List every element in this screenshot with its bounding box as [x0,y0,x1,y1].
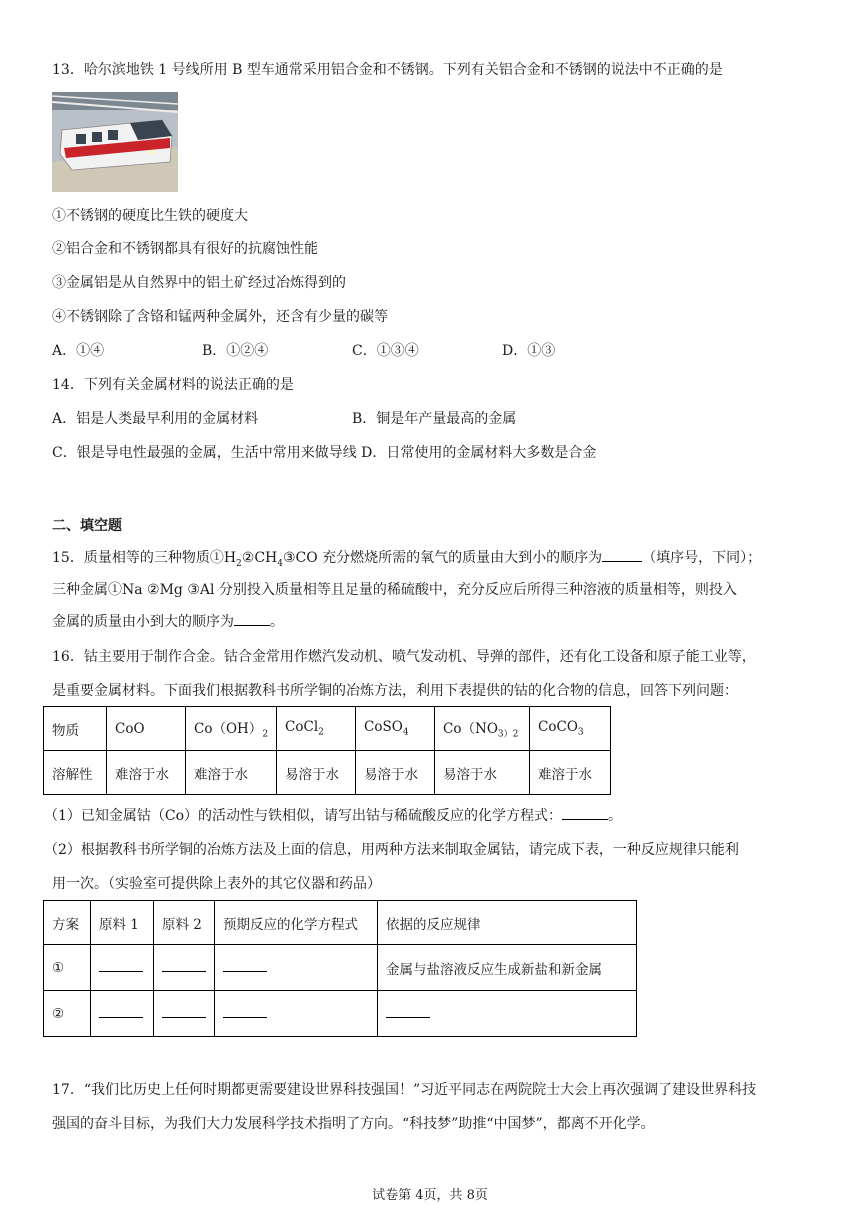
compound-coo: CoO [107,707,186,751]
plan-2-material-1[interactable] [91,991,154,1037]
compound-co-oh-2: $Co(OH)_2$ [186,707,277,751]
q14-option-b[interactable]: B．铜是年产量最高的金属 [352,411,517,427]
compound-coco3: CoCO$_3$ [530,707,611,751]
compound-cocl2: CoCl$_2$ [277,707,356,751]
section-title-fill-in: 二、填空题 [52,518,122,534]
q14-stem: 14．下列有关金属材料的说法正确的是 [52,377,294,393]
solubility-cell: 易溶于水 [277,751,356,795]
plan-2-label: ② [44,991,91,1037]
solubility-cell: 难溶于水 [530,751,611,795]
q15-line-3: 金属的质量由小到大的顺序为 。 [52,614,284,630]
q14-option-a[interactable]: A．铝是人类最早利用的金属材料 [52,411,259,427]
plan-1-equation[interactable] [215,945,378,991]
q17-line-2: 强国的奋斗目标，为我们大力发展科学技术指明了方向。“科技梦”助推“中国梦”，都离不开化学。 [52,1116,655,1132]
q13-statement-2: ②铝合金和不锈钢都具有很好的抗腐蚀性能 [52,241,318,257]
q13-statement-1: ①不锈钢的硬度比生铁的硬度大 [52,208,248,224]
cobalt-production-plan-table [43,900,637,1037]
header-reaction-rule: 依据的反应规律 [378,901,637,945]
q15-answer-blank-1[interactable] [602,561,642,562]
q13-option-b[interactable]: B．①②④ [202,343,269,359]
q13-stem: 13．哈尔滨地铁 1 号线所用 B 型车通常采用铝合金和不锈钢。下列有关铝合金和不锈钢的说法中不正确的是 [52,62,723,78]
table-header-substance: 物质 [44,707,107,751]
header-material-2: 原料 2 [154,901,215,945]
q16-part-2-line-2: 用一次。（实验室可提供除上表外的其它仪器和药品） [52,876,381,892]
q17-line-1: 17．“我们比历史上任何时期都更需要建设世界科技强国！”习近平同志在两院院士大会上再次强调了建设世界科技 [52,1082,757,1098]
page-footer: 试卷第 4页，共 8页 [372,1188,488,1203]
table-header-solubility: 溶解性 [44,751,107,795]
solubility-cell: 易溶于水 [356,751,435,795]
q16-equation-blank[interactable] [562,819,608,820]
plan-1-label: ① [44,945,91,991]
plan-1-rule: 金属与盐溶液反应生成新盐和新金属 [378,945,637,991]
q16-part-1: （1）已知金属钴（Co）的活动性与铁相似，请写出钴与稀硫酸反应的化学方程式： 。 [44,808,623,824]
compound-co-no3-2: $Co(NO_{3)2}$ [435,707,530,751]
q16-part-2-line-1: （2）根据教科书所学铜的冶炼方法及上面的信息，用两种方法来制取金属钴，请完成下表，一种反应规律只能利 [44,842,739,858]
plan-2-rule[interactable] [378,991,637,1037]
q13-statement-4: ④不锈钢除了含铬和锰两种金属外，还含有少量的碳等 [52,309,388,325]
q15-answer-blank-2[interactable] [234,625,270,626]
solubility-cell: 难溶于水 [186,751,277,795]
cobalt-compound-solubility-table [43,706,611,795]
compound-coso4: CoSO$_4$ [356,707,435,751]
q13-option-a[interactable]: A．①④ [52,343,105,359]
q13-option-c[interactable]: C．①③④ [352,343,419,359]
subway-train-photo [52,92,178,192]
q15-line-1: 15．质量相等的三种物质$①H_2②CH_4③CO$ 充分燃烧所需的氧气的质量由大到小的顺序为 （填序号，下同）； [52,550,762,569]
q16-line-1: 16．钴主要用于制作合金。钴合金常用作燃汽发动机、喷气发动机、导弹的部件，还有化工设备和原子能工业等， [52,649,756,665]
plan-2-equation[interactable] [215,991,378,1037]
q15-line-2: 三种金属①Na ②Mg ③Al 分别投入质量相等且足量的稀硫酸中，充分反应后所得三种溶液的质量相等，则投入 [52,582,737,598]
solubility-cell: 难溶于水 [107,751,186,795]
header-equation: 预期反应的化学方程式 [215,901,378,945]
header-material-1: 原料 1 [91,901,154,945]
plan-1-material-1[interactable] [91,945,154,991]
solubility-cell: 易溶于水 [435,751,530,795]
plan-1-material-2[interactable] [154,945,215,991]
q13-statement-3: ③金属铝是从自然界中的铝土矿经过冶炼得到的 [52,275,346,291]
q13-option-d[interactable]: D．①③ [502,343,556,359]
q16-line-2: 是重要金属材料。下面我们根据教科书所学铜的冶炼方法，利用下表提供的钴的化合物的信息，回答下列问题： [52,683,738,699]
plan-2-material-2[interactable] [154,991,215,1037]
q14-options-c-d[interactable]: C．银是导电性最强的金属，生活中常用来做导线 D．日常使用的金属材料大多数是合金 [52,445,597,461]
header-plan: 方案 [44,901,91,945]
